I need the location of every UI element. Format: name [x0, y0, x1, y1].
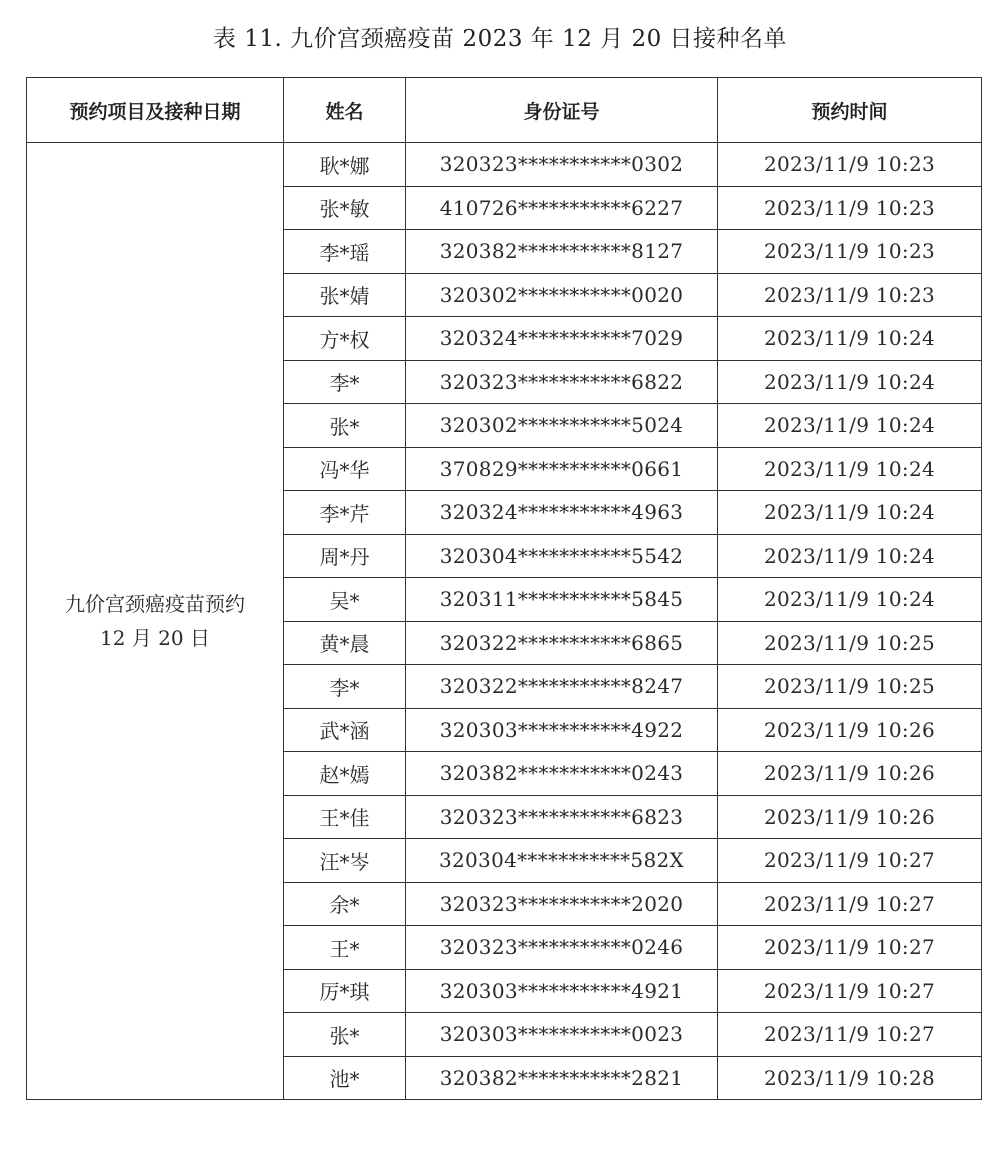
id-number-cell: 320324***********4963 [406, 491, 718, 535]
appointment-time-cell: 2023/11/9 10:27 [718, 1013, 982, 1057]
appointment-time-cell: 2023/11/9 10:25 [718, 621, 982, 665]
id-number-cell: 320304***********5542 [406, 534, 718, 578]
appointment-time-cell: 2023/11/9 10:23 [718, 143, 982, 187]
name-cell: 王* [284, 926, 406, 970]
id-number-cell: 320324***********7029 [406, 317, 718, 361]
id-number-cell: 320303***********4922 [406, 708, 718, 752]
id-number-cell: 320323***********0246 [406, 926, 718, 970]
appointment-time-cell: 2023/11/9 10:26 [718, 795, 982, 839]
appointment-time-cell: 2023/11/9 10:25 [718, 665, 982, 709]
name-cell: 张* [284, 404, 406, 448]
name-cell: 张* [284, 1013, 406, 1057]
header-id-number: 身份证号 [406, 78, 718, 143]
header-appointment-time: 预约时间 [718, 78, 982, 143]
id-number-cell: 320302***********0020 [406, 273, 718, 317]
name-cell: 池* [284, 1056, 406, 1100]
name-cell: 李*芹 [284, 491, 406, 535]
id-number-cell: 320323***********2020 [406, 882, 718, 926]
appointment-time-cell: 2023/11/9 10:24 [718, 317, 982, 361]
appointment-time-cell: 2023/11/9 10:24 [718, 578, 982, 622]
appointment-time-cell: 2023/11/9 10:24 [718, 404, 982, 448]
appointment-time-cell: 2023/11/9 10:24 [718, 491, 982, 535]
id-number-cell: 370829***********0661 [406, 447, 718, 491]
appointment-time-cell: 2023/11/9 10:27 [718, 839, 982, 883]
name-cell: 李*瑶 [284, 230, 406, 274]
name-cell: 李* [284, 665, 406, 709]
appointment-time-cell: 2023/11/9 10:26 [718, 752, 982, 796]
name-cell: 王*佳 [284, 795, 406, 839]
id-number-cell: 320303***********4921 [406, 969, 718, 1013]
id-number-cell: 320382***********2821 [406, 1056, 718, 1100]
table-title: 表 11. 九价宫颈癌疫苗 2023 年 12 月 20 日接种名单 [212, 26, 788, 52]
vaccination-roster-table [26, 77, 982, 1100]
name-cell: 厉*琪 [284, 969, 406, 1013]
name-cell: 吴* [284, 578, 406, 622]
name-cell: 武*涵 [284, 708, 406, 752]
header-name: 姓名 [284, 78, 406, 143]
appointment-time-cell: 2023/11/9 10:24 [718, 447, 982, 491]
appointment-time-cell: 2023/11/9 10:23 [718, 230, 982, 274]
id-number-cell: 320311***********5845 [406, 578, 718, 622]
appointment-time-cell: 2023/11/9 10:26 [718, 708, 982, 752]
roster-body [27, 143, 982, 1100]
name-cell: 耿*娜 [284, 143, 406, 187]
id-number-cell: 320323***********6823 [406, 795, 718, 839]
name-cell: 李* [284, 360, 406, 404]
name-cell: 冯*华 [284, 447, 406, 491]
appointment-time-cell: 2023/11/9 10:23 [718, 273, 982, 317]
name-cell: 余* [284, 882, 406, 926]
id-number-cell: 320382***********0243 [406, 752, 718, 796]
appointment-time-cell: 2023/11/9 10:27 [718, 926, 982, 970]
id-number-cell: 320322***********8247 [406, 665, 718, 709]
header-row [27, 78, 982, 143]
header-project-date: 预约项目及接种日期 [27, 78, 284, 143]
name-cell: 周*丹 [284, 534, 406, 578]
appointment-time-cell: 2023/11/9 10:27 [718, 969, 982, 1013]
appointment-time-cell: 2023/11/9 10:24 [718, 360, 982, 404]
table-row [27, 143, 982, 187]
project-date-cell [27, 143, 284, 1100]
project-date: 12 月 20 日 [100, 626, 210, 650]
id-number-cell: 320323***********0302 [406, 143, 718, 187]
name-cell: 黄*晨 [284, 621, 406, 665]
id-number-cell: 320322***********6865 [406, 621, 718, 665]
appointment-time-cell: 2023/11/9 10:27 [718, 882, 982, 926]
name-cell: 方*权 [284, 317, 406, 361]
name-cell: 赵*嫣 [284, 752, 406, 796]
id-number-cell: 320302***********5024 [406, 404, 718, 448]
appointment-time-cell: 2023/11/9 10:28 [718, 1056, 982, 1100]
appointment-time-cell: 2023/11/9 10:23 [718, 186, 982, 230]
id-number-cell: 410726***********6227 [406, 186, 718, 230]
name-cell: 张*婧 [284, 273, 406, 317]
id-number-cell: 320382***********8127 [406, 230, 718, 274]
id-number-cell: 320304***********582X [406, 839, 718, 883]
appointment-time-cell: 2023/11/9 10:24 [718, 534, 982, 578]
id-number-cell: 320323***********6822 [406, 360, 718, 404]
name-cell: 汪*岑 [284, 839, 406, 883]
id-number-cell: 320303***********0023 [406, 1013, 718, 1057]
name-cell: 张*敏 [284, 186, 406, 230]
project-name: 九价宫颈癌疫苗预约 [65, 592, 245, 616]
